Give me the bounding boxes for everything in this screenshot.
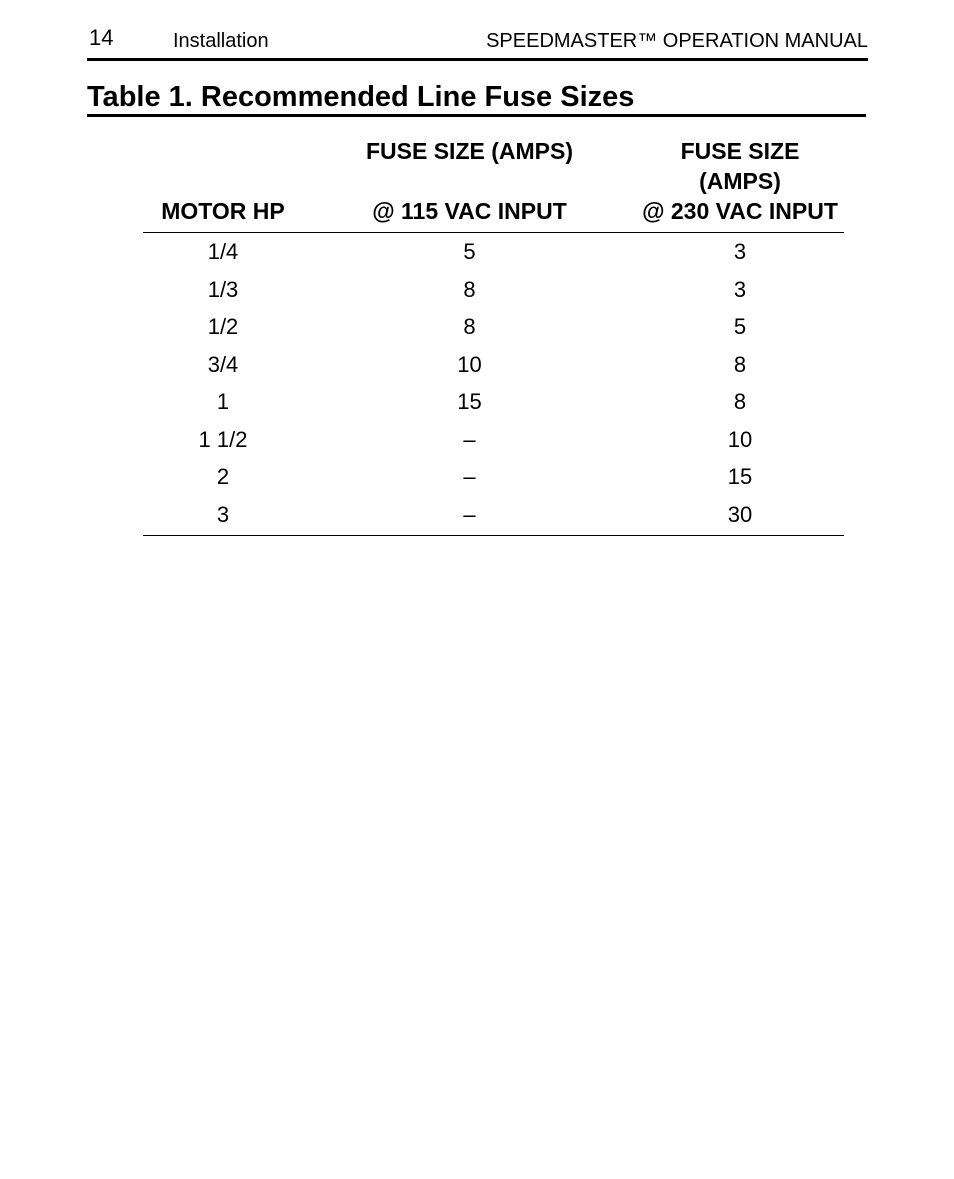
motor-hp-cell: 1/4 [207,239,239,264]
table-row [143,458,844,496]
fuse-115-cell: – [463,464,476,489]
motor-hp-cell: 3/4 [207,351,239,377]
table-header-row [143,136,844,233]
motor-hp-label: MOTOR HP [161,198,285,224]
fuse-230-top-label-2: (AMPS) [699,168,781,194]
fuse-115-cell: 8 [463,276,476,302]
section-name: Installation [173,30,269,52]
fuse-115-bottom-label: @ 115 VAC INPUT [372,198,567,224]
manual-title: SPEEDMASTER™ OPERATION MANUAL [486,30,868,52]
motor-hp-cell: 1 1/2 [198,426,248,452]
fuse-115-top-label: FUSE SIZE (AMPS) [365,138,573,164]
table-caption: Table 1. Recommended Line Fuse Sizes [87,80,866,117]
page-header [87,24,868,61]
table-row [143,308,844,346]
fuse-230-cell: 15 [727,464,753,489]
fuse-230-cell: 8 [733,389,747,414]
column-header-motor-hp [143,136,303,233]
fuse-230-cell: 10 [727,426,753,452]
fuse-230-cell: 3 [733,276,747,302]
motor-hp-cell: 1 [216,389,230,414]
page-number: 14 [89,25,114,50]
column-header-fuse-230 [636,136,844,233]
fuse-115-cell: – [463,426,476,452]
fuse-230-cell: 8 [733,351,747,377]
motor-hp-cell: 3 [143,496,303,536]
fuse-115-cell: 15 [457,389,482,414]
fuse-115-cell: 10 [457,351,482,377]
table-row [143,346,844,384]
table-row [143,383,844,421]
motor-hp-cell: 1/3 [207,276,239,302]
table-row [143,421,844,459]
fuse-230-top-label-1: FUSE SIZE [680,138,800,164]
fuse-115-cell: – [303,496,636,536]
fuse-230-bottom-label: @ 230 VAC INPUT [642,198,838,224]
table-row [143,271,844,309]
motor-hp-cell: 1/2 [207,314,239,339]
fuse-230-cell: 30 [636,496,844,536]
table-row [143,496,844,536]
column-header-fuse-115 [303,136,636,233]
fuse-115-cell: 5 [463,239,476,264]
fuse-size-table [143,136,844,536]
motor-hp-cell: 2 [216,464,230,489]
fuse-230-cell: 3 [733,239,747,264]
fuse-115-cell: 8 [463,314,476,339]
fuse-230-cell: 5 [733,314,747,339]
table-row [143,233,844,271]
